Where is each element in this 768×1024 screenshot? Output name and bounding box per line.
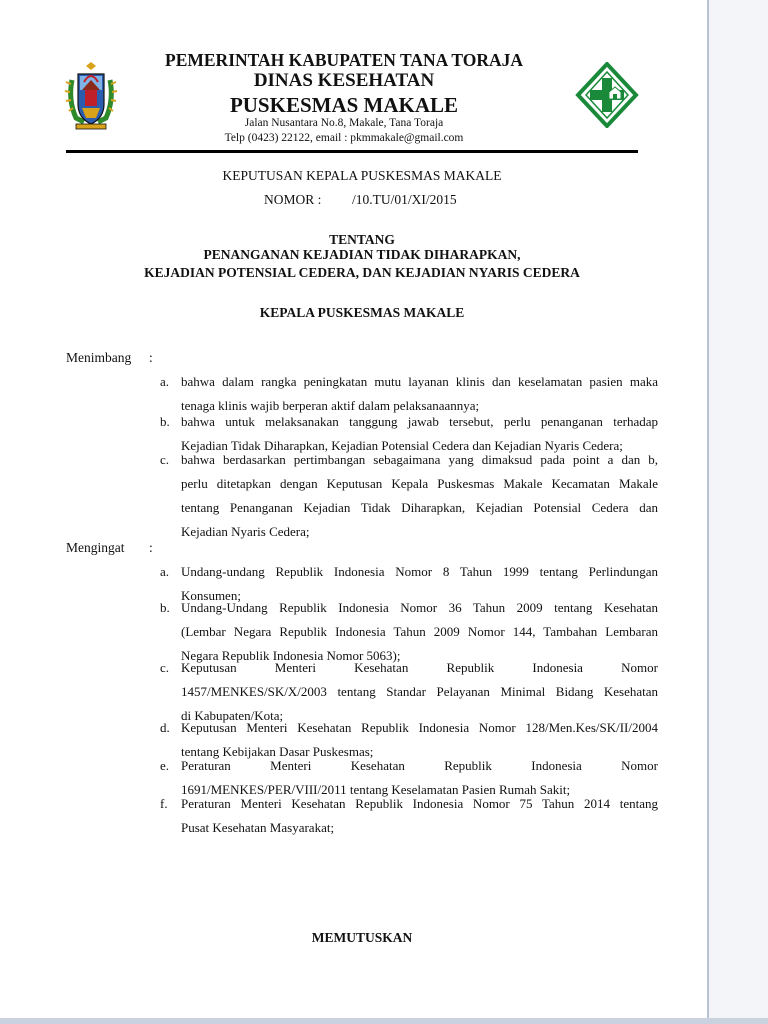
item-line: Undang-undang Republik Indonesia Nomor 8 Tahun 1999 tentang Perlindungan — [181, 564, 658, 579]
item-line: Peraturan Menteri Kesehatan Republik Indonesia Nomor — [181, 758, 658, 773]
item-line: Kejadian Nyaris Cedera; — [181, 524, 310, 539]
item-line: Undang-Undang Republik Indonesia Nomor 36 Tahun 2009 tentang Kesehatan — [181, 600, 658, 615]
letterhead-department: DINAS KESEHATAN — [253, 70, 435, 91]
item-line: Kejadian Tidak Diharapkan, Kejadian Potensial Cedera dan Kejadian Nyaris Cedera; — [181, 438, 623, 453]
item-line: 1457/MENKES/SK/X/2003 tentang Standar Pelayanan Minimal Bidang Kesehatan — [181, 684, 658, 699]
item-line: Pusat Kesehatan Masyarakat; — [181, 820, 335, 835]
menimbang-label: Menimbang — [66, 350, 132, 365]
nomor-value: /10.TU/01/XI/2015 — [352, 192, 457, 207]
item-line: (Lembar Negara Republik Indonesia Tahun 2009 Nomor 144, Tambahan Lembaran — [181, 624, 658, 639]
item-letter: b. — [160, 414, 170, 429]
item-line: bahwa berdasarkan pertimbangan sebagaimana yang dimaksud pada point a dan b, — [181, 452, 658, 467]
viewer-background — [709, 0, 768, 1024]
tentang-heading: TENTANG — [329, 232, 395, 247]
item-line: Negara Republik Indonesia Nomor 5063); — [181, 648, 401, 663]
item-letter: d. — [160, 720, 170, 735]
page-edge — [707, 0, 709, 1024]
item-letter: c. — [160, 660, 170, 675]
item-line: Keputusan Menteri Kesehatan Republik Indonesia Nomor — [181, 660, 658, 675]
item-line: tenaga klinis wajib berperan aktif dalam pelaksanaannya; — [181, 398, 480, 413]
item-letter: e. — [160, 758, 170, 773]
menimbang-colon: : — [149, 350, 153, 365]
item-line: bahwa untuk melaksanakan tanggung jawab tersebut, perlu penanganan terhadap — [181, 414, 658, 429]
item-line: tentang Penanganan Kejadian Tidak Diharapkan, Kejadian Potensial Cedera dan — [181, 500, 658, 515]
item-line: 1691/MENKES/PER/VIII/2011 tentang Keselamatan Pasien Rumah Sakit; — [181, 782, 571, 797]
item-line: Peraturan Menteri Kesehatan Republik Indonesia Nomor 75 Tahun 2014 tentang — [181, 796, 658, 811]
item-line: Konsumen; — [181, 588, 241, 603]
letterhead-contact: Telp (0423) 22122, email : pkmmakale@gmail.com — [224, 132, 464, 144]
item-line: bahwa dalam rangka peningkatan mutu layanan klinis dan keselamatan pasien maka — [181, 374, 658, 389]
page-bottom-edge — [0, 1018, 768, 1024]
mengingat-label: Mengingat — [66, 540, 125, 555]
item-letter: a. — [160, 564, 170, 579]
item-line: Keputusan Menteri Kesehatan Republik Indonesia Nomor 128/Men.Kes/SK/II/2004 — [181, 720, 658, 735]
item-line: perlu ditetapkan dengan Keputusan Kepala Puskesmas Makale Kecamatan Makale — [181, 476, 658, 491]
subject-line-2: KEJADIAN POTENSIAL CEDERA, DAN KEJADIAN NYARIS CEDERA — [144, 265, 580, 280]
mengingat-colon: : — [149, 540, 153, 555]
nomor-label: NOMOR : — [264, 192, 322, 207]
item-letter: a. — [160, 374, 170, 389]
item-line: tentang Kebijakan Dasar Puskesmas; — [181, 744, 374, 759]
subject-line-1: PENANGANAN KEJADIAN TIDAK DIHARAPKAN, — [203, 247, 521, 262]
decree-head: KEPALA PUSKESMAS MAKALE — [259, 305, 465, 320]
letterhead-address: Jalan Nusantara No.8, Makale, Tana Toraja — [244, 117, 444, 129]
memutuskan-heading: MEMUTUSKAN — [311, 930, 413, 945]
item-letter: f. — [160, 796, 168, 811]
decree-title: KEPUTUSAN KEPALA PUSKESMAS MAKALE — [222, 168, 502, 183]
letterhead-divider — [66, 150, 638, 153]
item-letter: b. — [160, 600, 170, 615]
letterhead-government: PEMERINTAH KABUPATEN TANA TORAJA — [165, 50, 523, 70]
letterhead-institution: PUSKESMAS MAKALE — [229, 93, 459, 117]
item-line: di Kabupaten/Kota; — [181, 708, 284, 723]
item-letter: c. — [160, 452, 170, 467]
